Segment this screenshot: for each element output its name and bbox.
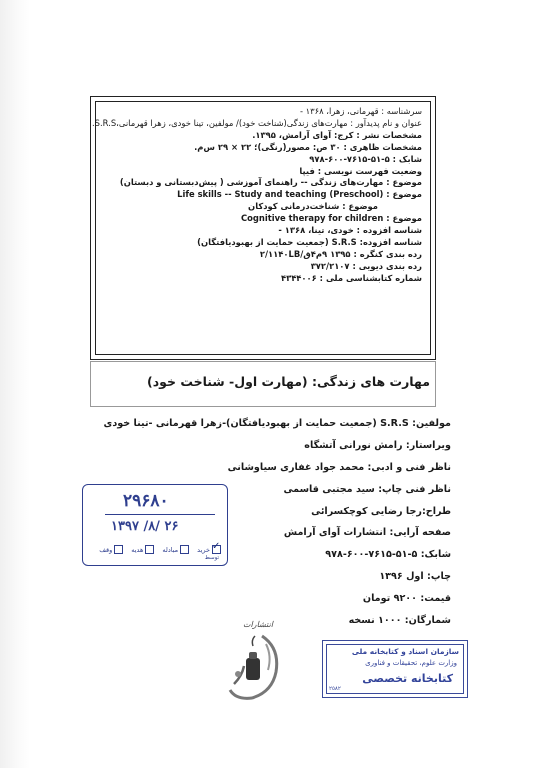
cip-national-number: شماره کتابشناسی ملی : ۴۳۴۴۰۰۶ — [280, 272, 422, 283]
credit-isbn: شابک: ۵-۵۱-۷۶۱۵-۶۰۰-۹۷۸ — [325, 549, 451, 561]
option-gift: هدیه — [131, 545, 154, 554]
credit-authors: مولفین: S.R.S (جمعیت حمایت از بهبودیافتگان)-زهرا قهرمانی -تینا خودی — [103, 418, 451, 429]
accession-stamp — [82, 484, 228, 566]
cip-added-entry-2: شناسه افزوده: S.R.S (جمعیت حمایت از بهبودیافتگان) — [197, 236, 422, 247]
checkbox-icon — [114, 545, 123, 554]
accession-date: ۱۳۹۷ /۸/ ۲۶ — [111, 519, 179, 534]
library-stamp — [322, 640, 468, 698]
cip-author: سرشناسه : قهرمانی، زهرا، ۱۳۶۸ - — [299, 106, 422, 116]
cip-frame — [90, 96, 436, 360]
option-exchange: مبادله — [162, 545, 189, 554]
acquisition-options — [91, 545, 221, 554]
credit-technical-supervisor: ناظر فنی و ادبی: محمد جواد غفاری سیاوشانی — [227, 461, 451, 473]
credit-layout: صفحه آرایی: انتشارات آوای آرامش — [283, 527, 451, 539]
checkbox-icon — [145, 545, 154, 554]
cip-title: عنوان و نام پدیدآور : مهارت‌های زندگی(شناخت خود)/ مولفین، تینا خودی، زهرا قهرمانی،S.R.S. — [92, 117, 422, 128]
cip-lc-class: رده بندی کنگره : ۱۳۹۵ ۹م۴ق/۲/۱۱۴۰LB — [259, 248, 422, 259]
cip-isbn: شابک : ۵-۵۱-۷۶۱۵-۶۰۰-۹۷۸ — [309, 153, 422, 164]
cip-added-entry-1: شناسه افزوده : خودی، تینا، ۱۳۶۸ - — [278, 225, 422, 236]
stamp-divider — [105, 514, 215, 515]
credit-designer: طراح:رجا رضایی کوچکسرائی — [311, 505, 451, 517]
credit-price: قیمت: ۹۲۰۰ تومان — [362, 593, 451, 605]
accession-number: ۲۹۶۸۰ — [123, 491, 169, 511]
credit-edition: چاپ: اول ۱۳۹۶ — [379, 571, 451, 583]
checkbox-icon — [180, 545, 189, 554]
cip-physical: مشخصات ظاهری : ۳۰ ص: مصور(رنگی)؛ ۲۲ × ۲۹ س‌م. — [194, 141, 422, 152]
stamp-by-label: توسط — [204, 555, 219, 561]
cip-dewey-class: رده بندی دیویی : ۳۷۲/۲۱۰۷ — [310, 260, 422, 271]
cip-subject-4: موضوع : Cognitive therapy for children — [240, 213, 422, 224]
option-purchase: ✓ خرید — [197, 545, 221, 554]
book-title: مهارت های زندگی: (مهارت اول- شناخت خود) — [147, 374, 430, 389]
stamp-code: ٢٥٨٢ — [329, 686, 341, 692]
credit-editor: ویراستار: رامش نورانی آتشگاه — [304, 439, 451, 451]
publisher-logo-icon — [222, 626, 286, 704]
credit-print-supervisor: ناظر فنی چاپ: سید مجتبی قاسمی — [283, 483, 451, 495]
stamp-line-1: سازمان اسناد و کتابخانه ملی — [351, 647, 459, 656]
page-edge-shadow — [0, 0, 30, 768]
stamp-line-3: کتابخانه تخصصی — [362, 672, 453, 685]
stamp-line-2: وزارت علوم، تحقیقات و فناوری — [365, 659, 457, 667]
option-endowment: وقف — [99, 545, 123, 554]
cip-publication: مشخصات نشر : کرج: آوای آرامش، ۱۳۹۵. — [252, 129, 422, 140]
cip-subject-2: موضوع : (Life skills -- Study and teaching (Preschool — [177, 189, 422, 200]
cip-status: وضعیت فهرست نویسی : فیپا — [299, 165, 422, 176]
cip-subject-1: موضوع : مهارت‌های زندگی -- راهنمای آموزشی ( پیش‌دبستانی و دبستان) — [119, 177, 422, 188]
credit-print-run: شمارگان: ۱۰۰۰ نسخه — [348, 615, 451, 627]
publisher-label: انتشارات — [242, 620, 274, 629]
cip-box — [92, 101, 431, 355]
checkbox-checked-icon — [212, 545, 221, 554]
cip-subject-3: موضوع : شناخت‌درمانی کودکان — [248, 201, 378, 212]
